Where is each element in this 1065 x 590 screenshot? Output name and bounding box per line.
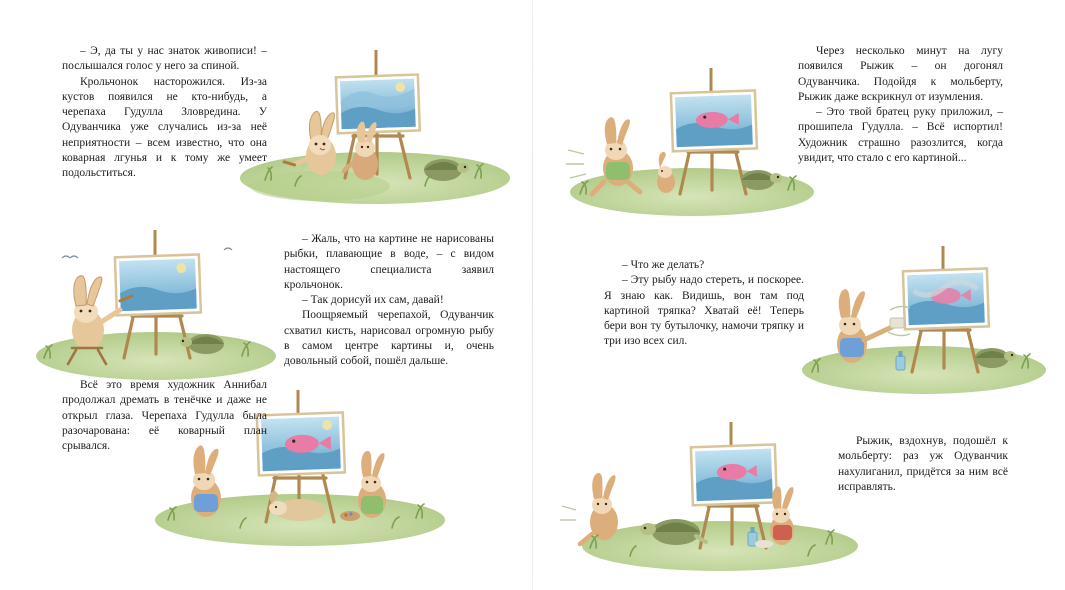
paragraph: – Эту рыбу надо стереть, и поскорее. Я знаю как. Видишь, вон там под картиной тряпка? Хватай её! Теперь бери вон ту бутылочку, намочи тряпку и три изо всех сил. (604, 274, 804, 348)
illustration-rabbit-painting-fish (28, 214, 283, 384)
illustration-turtle-and-rabbit-with-bottle (560, 404, 860, 579)
text-block-2 (284, 232, 494, 370)
text-block-1 (62, 44, 267, 182)
paragraph: – Это твой братец руку приложил, – прошипела Гудулла. – Всё испортил! Художник страшно разозлится, когда увидит, что стало с его картиной... (798, 106, 1003, 164)
text-block-5 (604, 258, 804, 350)
text-block-6 (838, 434, 1008, 495)
paragraph: Поощряемый черепахой, Одуванчик схватил кисть, нарисовал огромную рыбу в самом центре картины и, очень довольный собой, пошёл дальше. (284, 309, 494, 368)
paragraph: – Жаль, что на картине не нарисованы рыбки, плавающие в воде, – с видом настоящего специалиста заявил крольчонок. (284, 233, 494, 291)
illustration-rabbit-running-to-easel (562, 56, 817, 226)
paragraph: Крольчонок насторожился. Из-за кустов появился не кто-нибудь, а черепаха Гудулла Зловредина. У Одуванчика уже случались из-за неё неприятности – всем известно, что она коварная лгунья и к тому же умеет подольститься. (62, 75, 267, 180)
paragraph: – Э, да ты у нас знаток живописи! – послышался голос у него за спиной. (62, 45, 267, 73)
illustration-rabbit-scrubbing-painting (790, 232, 1050, 402)
text-block-3 (62, 378, 267, 454)
paragraph: – Что же делать? (622, 259, 705, 271)
paragraph: Всё это время художник Аннибал продолжал дремать в тенёчке и даже не открыл глаза. Черепаха Гудулла была разочарована: её коварный план срывался. (62, 379, 267, 453)
text-block-4 (798, 44, 1003, 166)
paragraph: – Так дорисуй их сам, давай! (302, 294, 444, 307)
paragraph: Через несколько минут на лугу появился Рыжик – он догонял Одуванчика. Подойдя к мольберту, Рыжик даже вскрикнул от изумления. (798, 45, 1003, 103)
illustration-rabbit-at-easel-with-turtle (225, 28, 515, 208)
book-gutter (532, 0, 533, 590)
paragraph: Рыжик, вздохнув, подошёл к мольберту: раз уж Одуванчик нахулиганил, придётся за ним всё исправлять. (838, 435, 1008, 493)
